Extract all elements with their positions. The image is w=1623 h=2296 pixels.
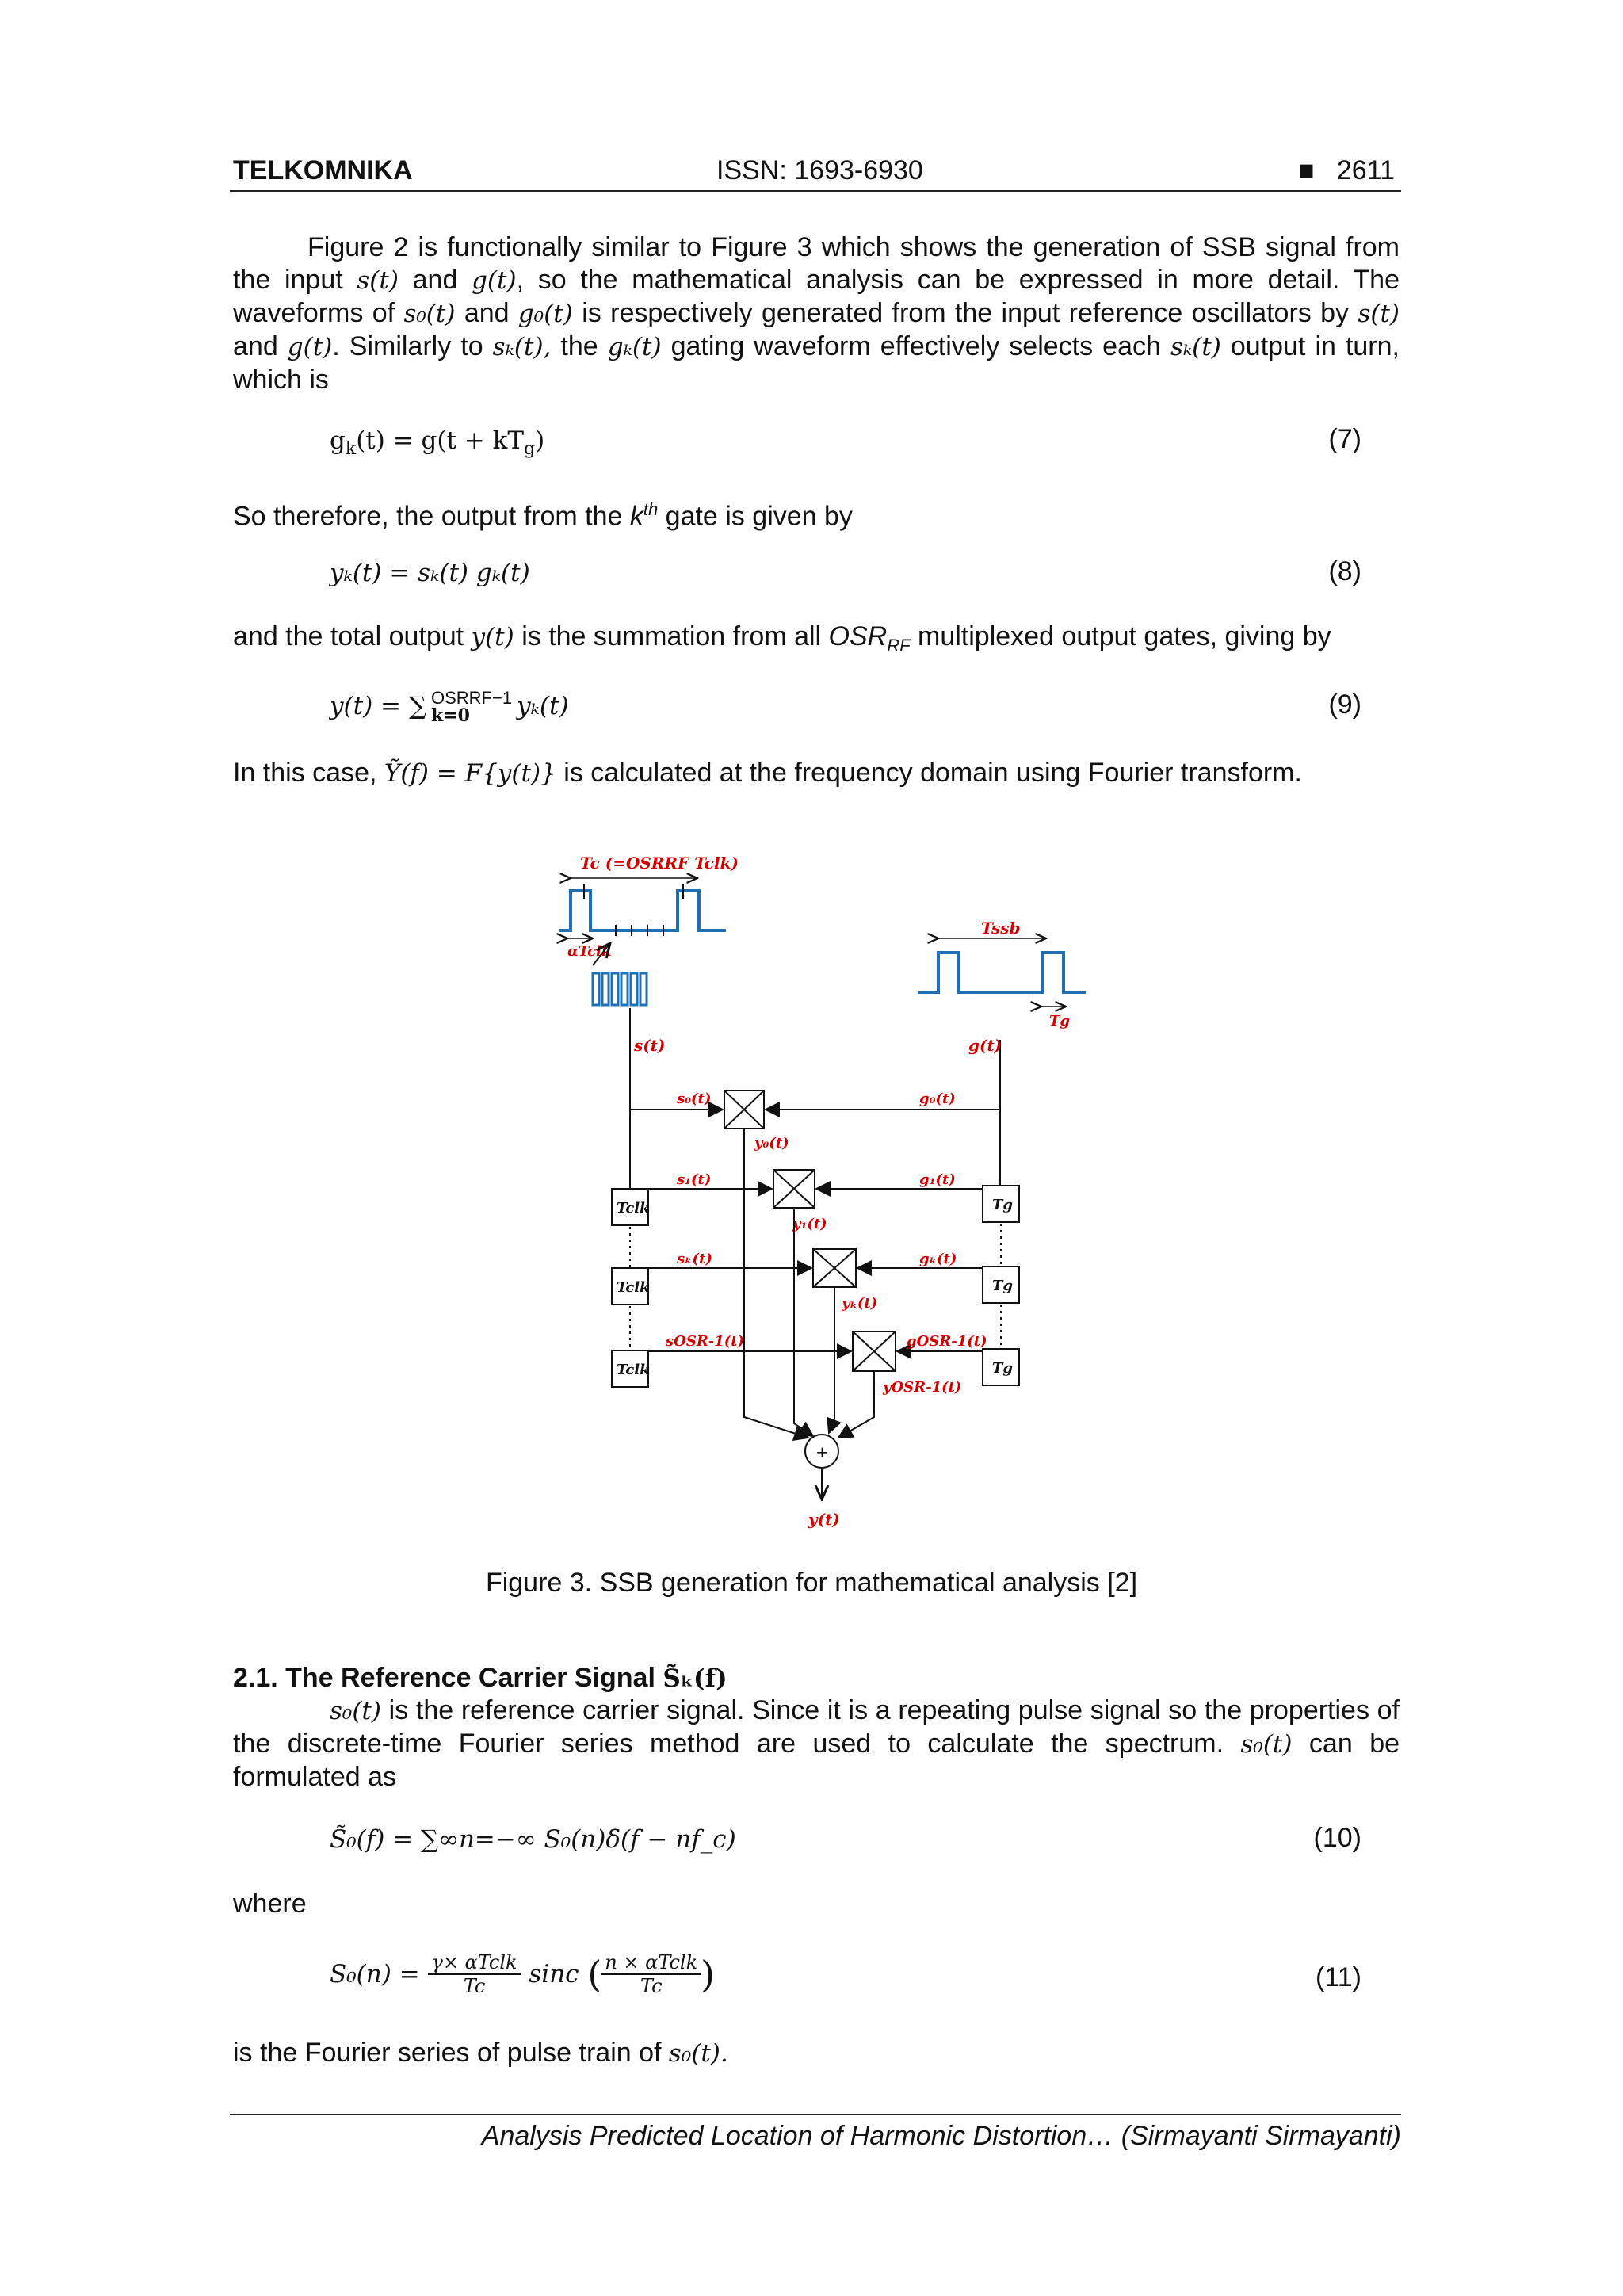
paragraph-5: s₀(t) is the reference carrier signal. Since it is a repeating pulse signal so the properties of the discrete-time Fourier series method are used to calculate the spectrum. s₀(t) can be formulated as	[233, 1695, 1400, 1792]
tg-box-k: Tg	[992, 1278, 1013, 1294]
y-output-label: y(t)	[808, 1510, 840, 1529]
s1-label: s₁(t)	[677, 1171, 712, 1188]
summer-symbol: +	[815, 1442, 829, 1461]
section-heading: 2.1. The Reference Carrier Signal S̃ₖ(f)	[233, 1663, 727, 1693]
figure-3-diagram	[547, 840, 1117, 1538]
square-bullet-icon: ■	[1297, 155, 1315, 185]
clock-bundle-waveform	[593, 973, 647, 1005]
page-number-value: 2611	[1336, 155, 1395, 185]
tclk-box-k: Tclk	[617, 1279, 650, 1296]
y1-label: y₁(t)	[792, 1216, 827, 1232]
y0-label: y₀(t)	[754, 1135, 789, 1152]
running-footer: Analysis Predicted Location of Harmonic Distortion… (Sirmayanti Sirmayanti)	[481, 2121, 1401, 2151]
equation-9-number: (9)	[1328, 690, 1361, 720]
tg-label: Tg	[1049, 1013, 1070, 1030]
g-input-label: g(t)	[968, 1036, 1002, 1055]
paragraph-4: In this case, Ỹ(f) = F{y(t)} is calculated at the frequency domain using Fourier transform.	[233, 758, 1302, 788]
paragraph-2: So therefore, the output from the $k^{th}$ gate is given by	[233, 499, 853, 532]
s0-label: s₀(t)	[677, 1091, 712, 1107]
equation-11-number: (11)	[1316, 1962, 1361, 1992]
footer-rule	[230, 2114, 1401, 2115]
multiplier-k	[813, 1249, 856, 1287]
equation-8: yₖ(t) = sₖ(t) gₖ(t)	[330, 559, 530, 587]
multiplier-osr	[853, 1331, 896, 1371]
equation-11: S₀(n) = $\frac{\text{γ× αTclk}}{Tc}$ sinc ( $\frac{\text{n × αTclk}}{Tc}$ )	[330, 1951, 716, 1997]
equation-7-number: (7)	[1328, 424, 1361, 454]
tg-box-osr: Tg	[992, 1360, 1013, 1377]
yosr-label: yOSR-1(t)	[883, 1379, 962, 1396]
issn: ISSN: 1693-6930	[716, 155, 923, 185]
header-rule	[230, 190, 1401, 192]
equation-7: $g_k(t) = g(t + kT_g)$	[330, 426, 545, 460]
gosr-label: gOSR-1(t)	[907, 1333, 987, 1350]
fraction-1: $\frac{\text{γ× αTclk}}{Tc}$	[428, 1951, 520, 1997]
multiplier-1	[773, 1170, 815, 1208]
equation-8-number: (8)	[1328, 556, 1361, 586]
sk-label: sₖ(t)	[677, 1251, 712, 1267]
tssb-label: Tssb	[981, 919, 1021, 938]
equation-10-number: (10)	[1313, 1823, 1361, 1853]
s-input-label: s(t)	[634, 1036, 666, 1055]
journal-name: TELKOMNIKA	[233, 155, 413, 185]
tclk-box-1: Tclk	[617, 1200, 650, 1217]
sosr-label: sOSR-1(t)	[666, 1333, 745, 1350]
paragraph-3: and the total output y(t) is the summation from all $OSR_{RF}$ multiplexed output gates, giving by	[233, 621, 1331, 655]
yk-label: yₖ(t)	[842, 1295, 878, 1312]
figure-3-caption: Figure 3. SSB generation for mathematical analysis [2]	[485, 1568, 1138, 1598]
page-number	[1298, 155, 1395, 186]
tg-box-1: Tg	[992, 1197, 1013, 1213]
equation-10: S̃₀(f) = ∑∞n=−∞ S₀(n)δ(f − nf_c)	[330, 1825, 736, 1854]
multiplier-0	[724, 1091, 764, 1129]
paragraph-6: is the Fourier series of pulse train of s₀(t).	[233, 2038, 728, 2068]
paragraph-1: Figure 2 is functionally similar to Figure 3 which shows the generation of SSB signal from the input s(t) and g(t), so the mathematical analysis can be expressed in more detail. The waveforms of s₀(t) and g₀(t) is respectively generated from the input reference oscillators by s(t) and g(t). Similarly to sₖ(t), the gₖ(t) gating waveform effectively selects each sₖ(t) output in turn, which is	[233, 232, 1400, 395]
where-text: where	[233, 1889, 307, 1919]
gk-label: gₖ(t)	[919, 1251, 957, 1267]
alpha-tclk-label: αTclk	[567, 943, 612, 960]
g0-label: g₀(t)	[919, 1091, 956, 1107]
fraction-2: $\frac{\text{n × αTclk}}{Tc}$	[601, 1951, 701, 1997]
tc-label: Tc (=OSRRF Tclk)	[580, 854, 739, 873]
tclk-box-osr: Tclk	[617, 1362, 650, 1378]
gating-pulse-waveform	[918, 953, 1086, 992]
g1-label: g₁(t)	[919, 1171, 956, 1188]
equation-9: y(t) = ∑ OSRRF−1 k=0 yₖ(t)	[330, 688, 569, 726]
